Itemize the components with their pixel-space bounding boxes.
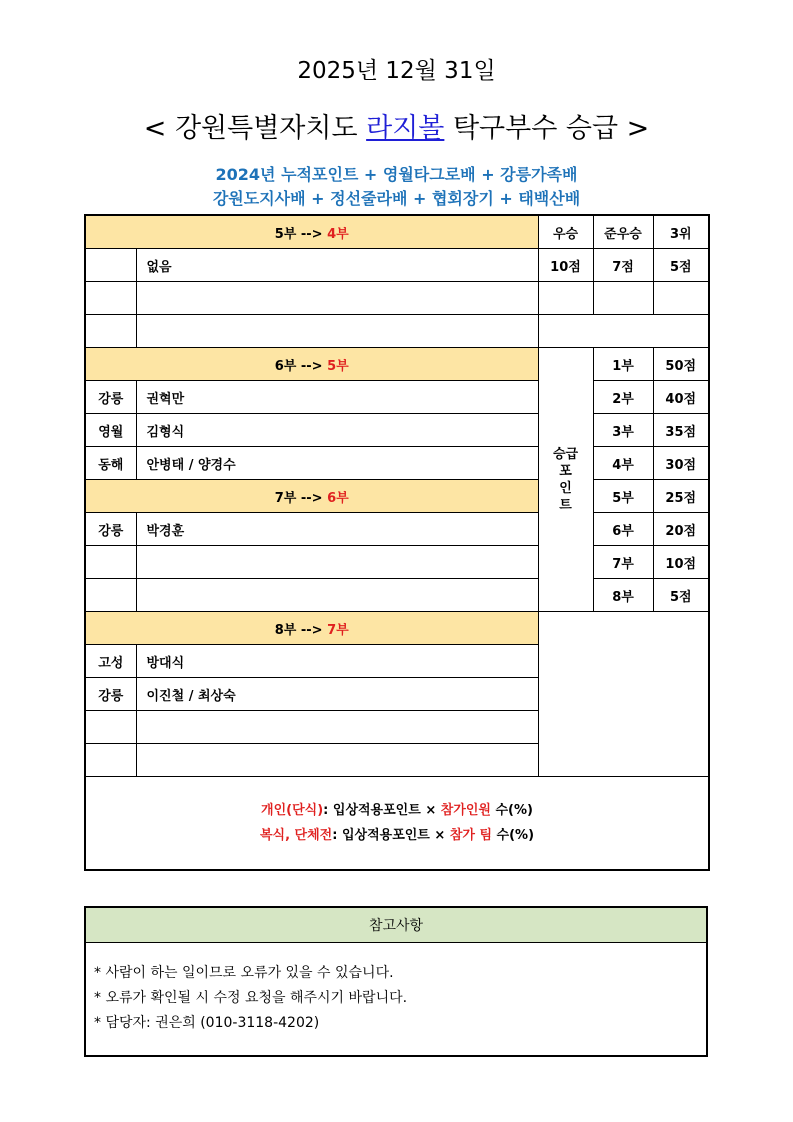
note-line: * 오류가 확인될 시 수정 요청을 해주시기 바랍니다. (94, 990, 408, 1006)
name-cell (136, 282, 538, 315)
section-to: 6부 (327, 490, 349, 506)
region-cell: 고성 (85, 645, 136, 678)
region-cell: 영월 (85, 414, 136, 447)
name-cell: 방대식 (136, 645, 538, 678)
label-char: 승급 (552, 446, 579, 462)
name-cell (136, 744, 538, 777)
region-cell (85, 711, 136, 744)
division-cell: 2부 (593, 381, 653, 414)
section-to: 4부 (327, 226, 349, 242)
notes-body (85, 943, 707, 1057)
note-line: * 사람이 하는 일이므로 오류가 있을 수 있습니다. (94, 965, 394, 981)
region-cell (85, 315, 136, 348)
notes-header: 참고사항 (85, 907, 707, 943)
name-cell: 김형식 (136, 414, 538, 447)
section-header-7-to-6 (85, 480, 538, 513)
title-left: < 강원특별자치도 (143, 113, 358, 144)
document-date: 2025년 12월 31일 (297, 58, 496, 84)
formula-team-mid: : 입상적용포인트 × (332, 828, 450, 843)
placement-points-1st: 10점 (538, 249, 593, 282)
label-char: 인 (559, 480, 572, 496)
title-right: 탁구부수 승급 > (452, 113, 650, 144)
formula-single-red: 참가인원 (440, 803, 491, 818)
empty-cell (538, 315, 709, 348)
section-to: 5부 (327, 358, 349, 374)
division-points-cell: 40점 (653, 381, 709, 414)
division-cell: 6부 (593, 513, 653, 546)
formula-single-end: 수(%) (490, 803, 533, 818)
promotion-table (84, 214, 710, 871)
name-cell (136, 579, 538, 612)
division-cell: 5부 (593, 480, 653, 513)
placement-header-1st: 우승 (538, 215, 593, 249)
name-cell: 이진철 / 최상숙 (136, 678, 538, 711)
region-cell: 강릉 (85, 678, 136, 711)
label-char: 트 (559, 497, 572, 513)
name-cell (136, 711, 538, 744)
region-cell (85, 546, 136, 579)
document-title (0, 106, 793, 145)
region-cell (85, 282, 136, 315)
title-highlight: 라지볼 (366, 113, 445, 144)
formula-team-red: 참가 팀 (449, 828, 493, 843)
section-from: 8부 --> (274, 622, 323, 638)
region-cell: 강릉 (85, 513, 136, 546)
formula-team (86, 823, 708, 848)
section-from: 6부 --> (274, 358, 323, 374)
empty-cell (538, 282, 593, 315)
formula-single (86, 798, 708, 823)
name-cell: 박경훈 (136, 513, 538, 546)
name-cell (136, 546, 538, 579)
division-points-cell: 50점 (653, 348, 709, 381)
section-from: 7부 --> (274, 490, 323, 506)
name-cell: 안병태 / 양경수 (136, 447, 538, 480)
region-cell: 동해 (85, 447, 136, 480)
formula-single-label: 개인(단식) (261, 803, 324, 818)
name-cell: 권혁만 (136, 381, 538, 414)
division-points-cell: 30점 (653, 447, 709, 480)
note-line: * 담당자: 권은희 (010-3118-4202) (94, 1015, 320, 1031)
division-cell: 3부 (593, 414, 653, 447)
section-to: 7부 (327, 622, 349, 638)
division-points-cell: 5점 (653, 579, 709, 612)
section-header-6-to-5 (85, 348, 538, 381)
formula-box (85, 777, 709, 871)
division-points-cell: 35점 (653, 414, 709, 447)
placement-points-2nd: 7점 (593, 249, 653, 282)
notes-table (84, 906, 708, 1057)
formula-team-end: 수(%) (492, 828, 535, 843)
section-from: 5부 --> (274, 226, 323, 242)
name-cell: 없음 (136, 249, 538, 282)
formula-team-label: 복식, 단체전 (259, 828, 333, 843)
region-cell: 강릉 (85, 381, 136, 414)
section-header-8-to-7 (85, 612, 538, 645)
promotion-points-label (538, 348, 593, 612)
region-cell (85, 579, 136, 612)
formula-single-mid: : 입상적용포인트 × (323, 803, 441, 818)
division-points-cell: 20점 (653, 513, 709, 546)
division-cell: 8부 (593, 579, 653, 612)
region-cell (85, 744, 136, 777)
division-cell: 4부 (593, 447, 653, 480)
placement-points-3rd: 5점 (653, 249, 709, 282)
division-points-cell: 25점 (653, 480, 709, 513)
empty-block (538, 612, 709, 777)
division-points-cell: 10점 (653, 546, 709, 579)
section-header-5-to-4 (85, 215, 538, 249)
empty-cell (593, 282, 653, 315)
placement-header-2nd: 준우승 (593, 215, 653, 249)
label-char: 포 (559, 463, 572, 479)
region-cell (85, 249, 136, 282)
subtitle-line-2: 강원도지사배 + 정선줄라배 + 협회장기 + 태백산배 (212, 189, 581, 208)
division-cell: 1부 (593, 348, 653, 381)
name-cell (136, 315, 538, 348)
placement-header-3rd: 3위 (653, 215, 709, 249)
subtitle-line-1: 2024년 누적포인트 + 영월타그로배 + 강릉가족배 (215, 165, 578, 184)
empty-cell (653, 282, 709, 315)
division-cell: 7부 (593, 546, 653, 579)
